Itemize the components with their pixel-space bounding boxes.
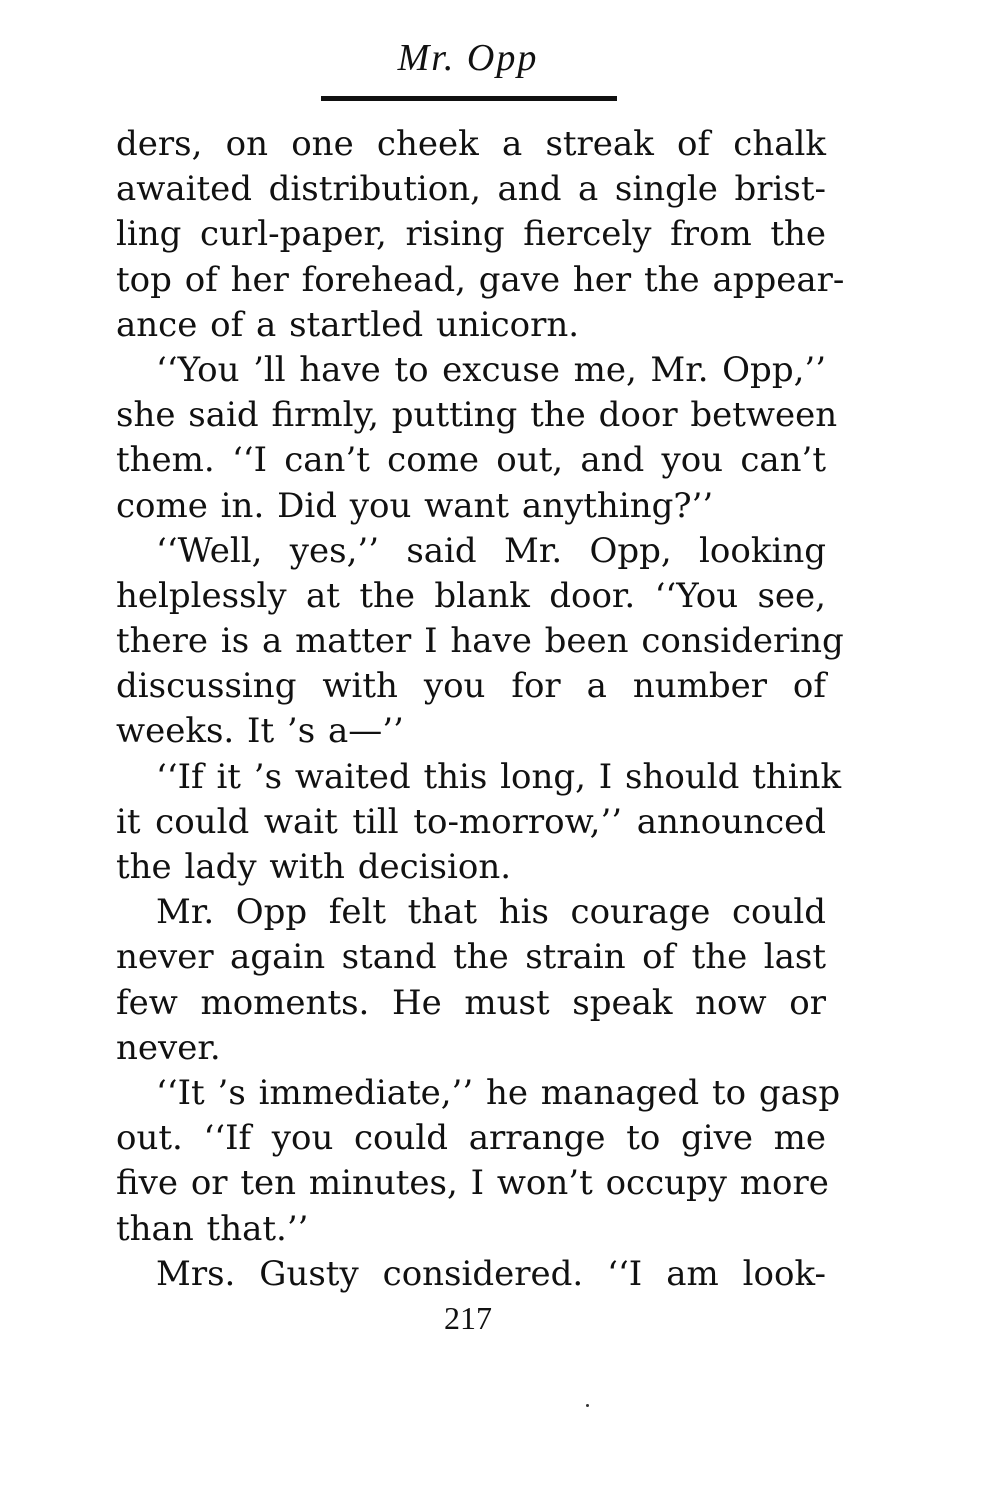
text-line: out. ‘‘If you could arrange to give me: [116, 1118, 826, 1159]
text-line: Mrs. Gusty considered. ‘‘I am look-: [156, 1253, 826, 1294]
text-line: ‘‘It ’s immediate,’’ he managed to gasp: [156, 1072, 841, 1113]
text-line: than that.’’: [116, 1208, 309, 1249]
text-line: come in. Did you want anything?’’: [116, 485, 714, 526]
text-line: Mr. Opp felt that his courage could: [156, 892, 826, 933]
text-line: ‘‘Well, yes,’’ said Mr. Opp, looking: [156, 530, 826, 571]
text-line: ling curl-paper, rising fiercely from the: [116, 214, 826, 255]
text-line: five or ten minutes, I won’t occupy more: [116, 1163, 829, 1204]
text-line: there is a matter I have been considering: [116, 621, 844, 662]
text-line: ‘‘If it ’s waited this long, I should think: [156, 756, 842, 797]
text-line: few moments. He must speak now or: [116, 982, 826, 1023]
text-line: the lady with decision.: [116, 847, 512, 887]
text-line: ‘‘You ’ll have to excuse me, Mr. Opp,’’: [156, 349, 826, 390]
body-text: [116, 122, 845, 1297]
header-rule: [321, 96, 617, 101]
text-line: ance of a startled unicorn.: [116, 304, 580, 345]
text-line: she said firmly, putting the door between: [116, 395, 838, 436]
text-line: it could wait till to-morrow,’’ announced: [116, 801, 826, 842]
text-line: them. ‘‘I can’t come out, and you can’t: [116, 440, 826, 481]
page-number: 217: [444, 1300, 492, 1336]
text-line: discussing with you for a number of: [116, 666, 826, 707]
text-line: top of her forehead, gave her the appear-: [116, 259, 845, 300]
text-line: weeks. It ’s a—’’: [116, 711, 404, 752]
text-line: never.: [116, 1027, 221, 1068]
text-line: helplessly at the blank door. ‘‘You see,: [116, 575, 826, 616]
ink-speck: [586, 1404, 589, 1407]
text-line: awaited distribution, and a single brist-: [116, 169, 826, 210]
text-line: never again stand the strain of the last: [116, 937, 826, 978]
text-line: ders, on one cheek a streak of chalk: [116, 124, 826, 164]
running-head: Mr. Opp: [397, 37, 539, 79]
